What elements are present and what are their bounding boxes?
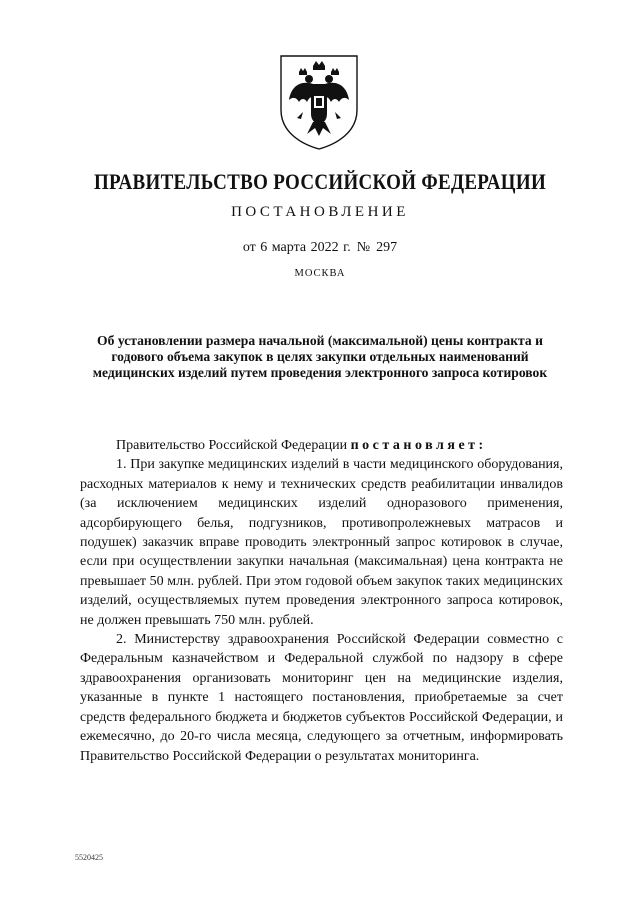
footer-code: 5520425 <box>75 853 103 862</box>
document-body <box>80 436 563 766</box>
intro-paragraph <box>80 436 563 455</box>
government-title: ПРАВИТЕЛЬСТВО РОССИЙСКОЙ ФЕДЕРАЦИИ <box>93 170 547 195</box>
paragraph-2: 2. Министерству здравоохранения Российской Федерации совместно с Федеральным казначейством и Федеральной службой по надзору в сфере здравоохранения организовать мониторинг цен на медицинские изделия, указанные в пункте 1 настоящего постановления, приобретаемые за счет средств федерального бюджета и бюджетов субъектов Российской Федерации, и ежемесячно, до 20-го числа месяца, следующего за отчетным, информировать Правительство Российской Федерации о результатах мониторинга. <box>80 632 563 764</box>
document-date: от 6 марта 2022 г. <box>242 240 351 255</box>
city: МОСКВА <box>294 268 346 279</box>
document-date-line <box>60 240 580 256</box>
coat-of-arms-emblem-icon <box>277 52 361 152</box>
paragraph-1: 1. При закупке медицинских изделий в части медицинского оборудования, расходных материалов к нему и технических средств реабилитации инвалидов (за исключением медицинских изделий одноразового применения, адсорбирующего белья, подгузников, противопролежневых матрасов и подушек) заказчик вправе проводить электронный запрос котировок в случае, если при осуществлении закупки начальная (максимальная) цена контракта не превышает 50 млн. рублей. При этом годовой объем закупок таких медицинских изделий, осуществляемых путем проведения электронного запроса котировок, не должен превышать 750 млн. рублей. <box>80 457 563 628</box>
intro-verb: постановляет: <box>350 438 487 453</box>
document-number: 297 <box>376 240 398 255</box>
document-subject: Об установлении размера начальной (максимальной) цены контракта и годового объема закупок в целях закупки отдельных наименований медицинских изделий путем проведения электронного запроса котировок <box>92 333 548 380</box>
intro-prefix: Правительство Российской Федерации <box>116 438 351 453</box>
document-type: ПОСТАНОВЛЕНИЕ <box>231 204 409 220</box>
number-sign: № <box>356 240 371 255</box>
